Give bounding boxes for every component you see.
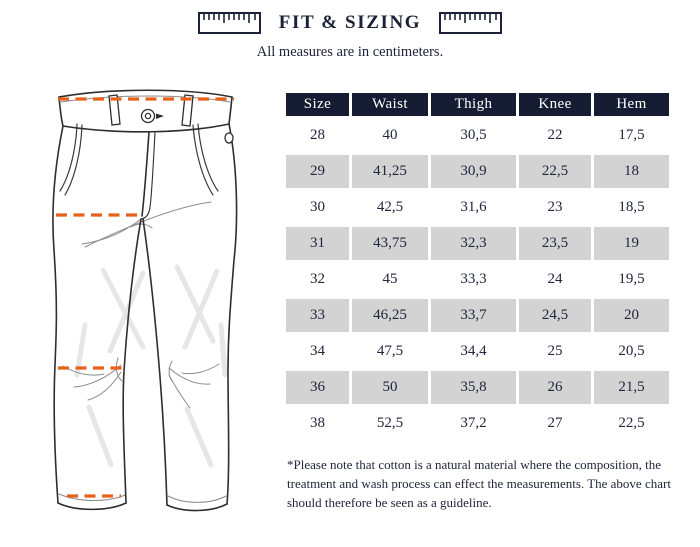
size-cell: 52,5 bbox=[351, 406, 430, 442]
size-row-30 bbox=[285, 190, 671, 226]
page-title: FIT & SIZING bbox=[278, 12, 422, 33]
size-cell: 32,3 bbox=[430, 226, 518, 262]
size-cell: 41,25 bbox=[351, 154, 430, 190]
size-cell: 30,9 bbox=[430, 154, 518, 190]
size-cell: 29 bbox=[285, 154, 351, 190]
disclaimer-note: *Please note that cotton is a natural material where the composition, the treatment and wash process can effect the measurements. The above chart should therefore be seen as a guideline. bbox=[287, 457, 671, 510]
size-cell: 23 bbox=[518, 190, 593, 226]
size-cell: 24 bbox=[518, 262, 593, 298]
buttonhole-mark bbox=[156, 114, 164, 120]
size-row-38 bbox=[285, 406, 671, 442]
size-cell: 37,2 bbox=[430, 406, 518, 442]
pants-outline bbox=[53, 90, 237, 510]
size-cell: 40 bbox=[351, 118, 430, 154]
size-table bbox=[283, 90, 672, 443]
size-cell: 26 bbox=[518, 370, 593, 406]
size-cell: 18 bbox=[593, 154, 671, 190]
size-row-36 bbox=[285, 370, 671, 406]
size-cell: 17,5 bbox=[593, 118, 671, 154]
pants-illustration bbox=[25, 75, 270, 520]
size-cell: 50 bbox=[351, 370, 430, 406]
size-cell: 38 bbox=[285, 406, 351, 442]
size-cell: 46,25 bbox=[351, 298, 430, 334]
size-cell: 36 bbox=[285, 370, 351, 406]
fabric-shading bbox=[77, 267, 225, 465]
ruler-icon-right bbox=[439, 12, 502, 34]
size-cell: 25 bbox=[518, 334, 593, 370]
size-cell: 24,5 bbox=[518, 298, 593, 334]
size-cell: 34,4 bbox=[430, 334, 518, 370]
size-cell: 33,3 bbox=[430, 262, 518, 298]
pants-technical-drawing bbox=[25, 75, 270, 520]
size-cell: 30,5 bbox=[430, 118, 518, 154]
size-cell: 30 bbox=[285, 190, 351, 226]
units-note: All measures are in centimeters. bbox=[256, 44, 444, 60]
size-cell: 22,5 bbox=[593, 406, 671, 442]
size-cell: 47,5 bbox=[351, 334, 430, 370]
size-cell: 27 bbox=[518, 406, 593, 442]
size-cell: 19 bbox=[593, 226, 671, 262]
size-cell: 20,5 bbox=[593, 334, 671, 370]
size-cell: 31 bbox=[285, 226, 351, 262]
size-cell: 22 bbox=[518, 118, 593, 154]
size-cell: 33,7 bbox=[430, 298, 518, 334]
size-cell: 21,5 bbox=[593, 370, 671, 406]
waistband-details bbox=[109, 95, 233, 143]
column-header-knee: Knee bbox=[518, 92, 593, 118]
side-button-icon bbox=[225, 133, 233, 143]
column-header-waist: Waist bbox=[351, 92, 430, 118]
size-cell: 34 bbox=[285, 334, 351, 370]
size-cell: 20 bbox=[593, 298, 671, 334]
size-row-31 bbox=[285, 226, 671, 262]
size-row-28 bbox=[285, 118, 671, 154]
column-header-size: Size bbox=[285, 92, 351, 118]
size-cell: 19,5 bbox=[593, 262, 671, 298]
size-cell: 18,5 bbox=[593, 190, 671, 226]
column-header-thigh: Thigh bbox=[430, 92, 518, 118]
size-row-32 bbox=[285, 262, 671, 298]
size-row-29 bbox=[285, 154, 671, 190]
ruler-icon-left bbox=[198, 12, 261, 34]
size-cell: 45 bbox=[351, 262, 430, 298]
pocket-lines bbox=[60, 124, 218, 195]
size-row-34 bbox=[285, 334, 671, 370]
size-cell: 23,5 bbox=[518, 226, 593, 262]
size-table-body bbox=[285, 118, 671, 442]
size-cell: 33 bbox=[285, 298, 351, 334]
size-cell: 31,6 bbox=[430, 190, 518, 226]
size-cell: 32 bbox=[285, 262, 351, 298]
size-cell: 43,75 bbox=[351, 226, 430, 262]
page-header bbox=[0, 12, 700, 34]
size-cell: 28 bbox=[285, 118, 351, 154]
column-header-hem: Hem bbox=[593, 92, 671, 118]
size-row-33 bbox=[285, 298, 671, 334]
size-cell: 42,5 bbox=[351, 190, 430, 226]
size-cell: 22,5 bbox=[518, 154, 593, 190]
size-cell: 35,8 bbox=[430, 370, 518, 406]
size-table-header-row bbox=[285, 92, 671, 118]
